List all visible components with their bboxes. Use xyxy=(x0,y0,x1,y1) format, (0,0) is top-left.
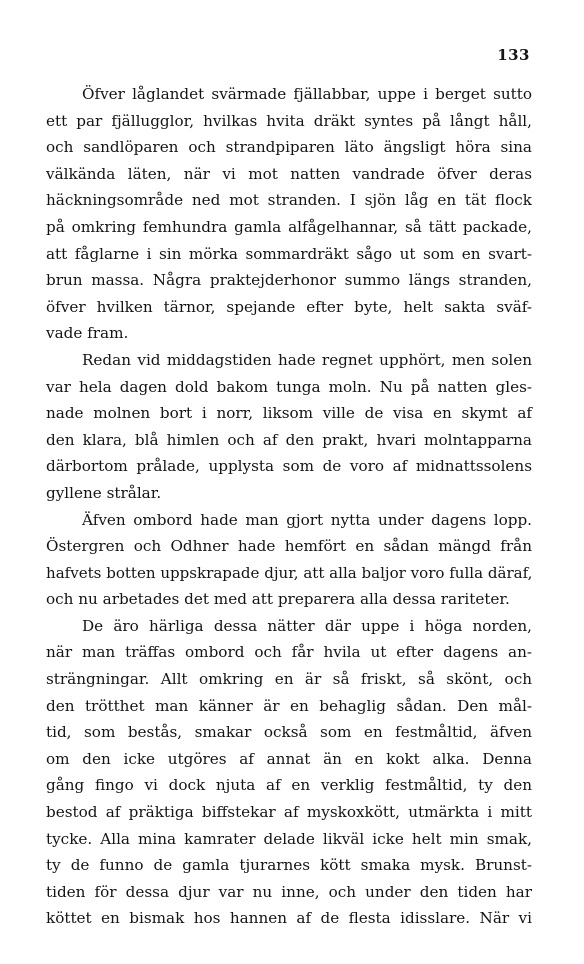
page-number: 133 xyxy=(497,46,530,64)
text-line: De äro härliga dessa nätter där uppe i höga norden, xyxy=(82,616,532,635)
text-line: nade molnen bort i norr, liksom ville de visa en skymt af xyxy=(46,404,532,423)
text-line: öfver hvilken tärnor, spejande efter byte, helt sakta sväf- xyxy=(46,297,532,316)
text-line: och sandlöparen och strandpiparen läto ängsligt höra sina xyxy=(46,138,532,157)
text-line: den trötthet man känner är en behaglig sådan. Den mål- xyxy=(46,696,532,715)
text-line: ett par fjällugglor, hvilkas hvita dräkt syntes på långt håll, xyxy=(46,111,532,130)
text-line: Redan vid middagstiden hade regnet upphört, men solen xyxy=(82,350,532,369)
text-line: strängningar. Allt omkring en är så friskt, så skönt, och xyxy=(46,670,532,689)
text-line: köttet en bismak hos hannen af de flesta idisslare. När vi xyxy=(46,909,532,928)
text-line: häckningsområde ned mot stranden. I sjön låg en tät flock xyxy=(46,191,532,210)
text-line: därbortom prålade, upplysta som de voro af midnattssolens xyxy=(46,457,532,476)
text-line: gyllene strålar. xyxy=(46,483,162,502)
text-line: tid, som bestås, smakar också som en festmåltid, äfven xyxy=(46,723,532,742)
text-line: bestod af präktiga biffstekar af myskoxkött, utmärkta i mitt xyxy=(46,803,532,822)
text-line: och nu arbetades det med att preparera alla dessa rariteter. xyxy=(46,590,510,609)
text-line: brun massa. Några praktejderhonor summo längs stranden, xyxy=(46,271,532,290)
text-line: välkända läten, när vi mot natten vandrade öfver deras xyxy=(46,164,532,183)
text-line: hafvets botten uppskrapade djur, att alla baljor voro fulla däraf, xyxy=(46,563,533,582)
text-line: när man träffas ombord och får hvila ut efter dagens an- xyxy=(46,643,532,662)
text-line: tiden för dessa djur var nu inne, och under den tiden har xyxy=(46,882,532,901)
text-line: på omkring femhundra gamla alfågelhannar, så tätt packade, xyxy=(46,217,532,236)
text-line: vade fram. xyxy=(46,324,129,343)
body-text xyxy=(46,81,532,932)
text-line: ty de funno de gamla tjurarnes kött smaka mysk. Brunst- xyxy=(46,856,532,875)
text-line: att fåglarne i sin mörka sommardräkt sågo ut som en svart- xyxy=(46,244,532,263)
text-line: den klara, blå himlen och af den prakt, hvari molntapparna xyxy=(46,430,532,449)
text-line: Östergren och Odhner hade hemfört en sådan mängd från xyxy=(46,537,532,556)
text-line: Äfven ombord hade man gjort nytta under dagens lopp. xyxy=(82,510,532,529)
text-line: Öfver låglandet svärmade fjällabbar, uppe i berget sutto xyxy=(82,85,532,103)
text-line: gång fingo vi dock njuta af en verklig festmåltid, ty den xyxy=(46,776,532,795)
text-line: var hela dagen dold bakom tunga moln. Nu på natten gles- xyxy=(46,377,532,396)
text-line: om den icke utgöres af annat än en kokt alka. Denna xyxy=(46,749,532,768)
text-line: tycke. Alla mina kamrater delade likväl icke helt min smak, xyxy=(46,829,532,848)
